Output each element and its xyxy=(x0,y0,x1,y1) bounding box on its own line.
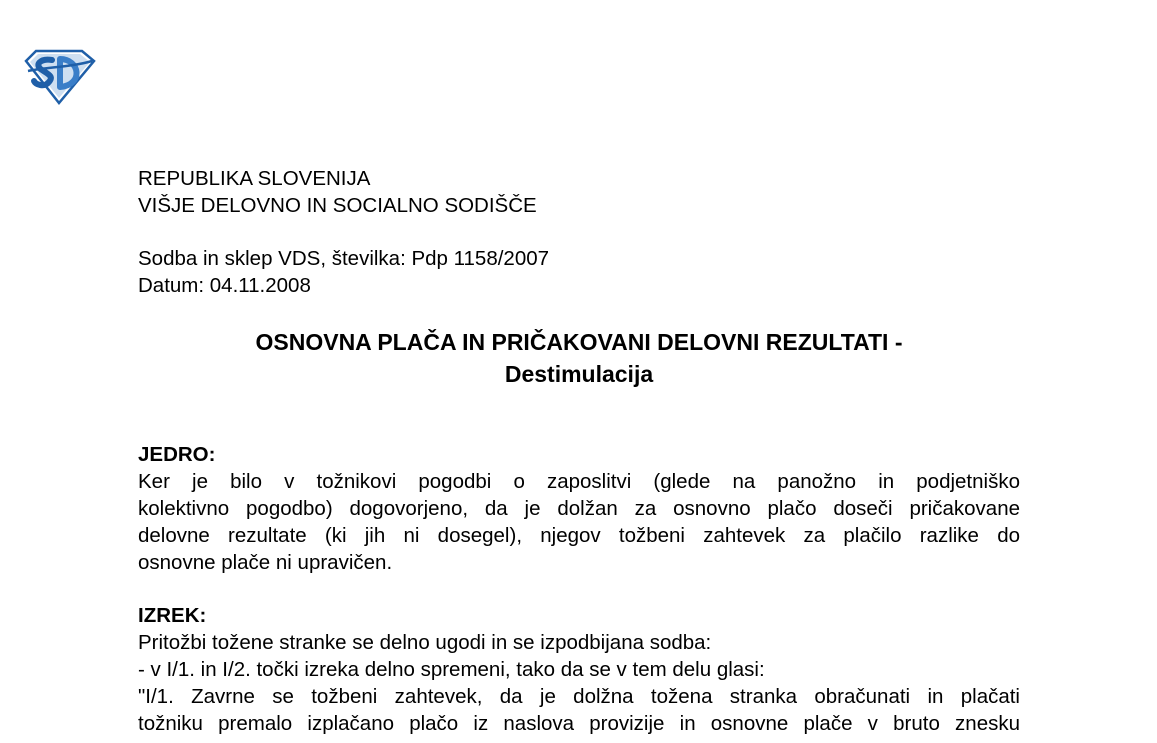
paragraph-line: kolektivno pogodbo) dogovorjeno, da je dolžan za osnovno plačo doseči pričakovane xyxy=(138,497,1020,520)
paragraph-line: tožniku premalo izplačano plačo iz naslova provizije in osnovne plače v bruto znesku xyxy=(138,712,1020,735)
jedro-heading: JEDRO: xyxy=(138,443,216,466)
title-line: OSNOVNA PLAČA IN PRIČAKOVANI DELOVNI REZULTATI - xyxy=(255,329,903,355)
paragraph-line: delovne rezultate (ki jih ni dosegel), njegov tožbeni zahtevek za plačilo razlike do xyxy=(138,524,1020,547)
paragraph-line: "I/1. Zavrne se tožbeni zahtevek, da je dolžna tožena stranka obračunati in plačati xyxy=(138,685,1020,708)
document-title xyxy=(138,326,1020,390)
paragraph-line: - v I/1. in I/2. točki izreka delno spremeni, tako da se v tem delu glasi: xyxy=(138,658,765,681)
izrek-heading: IZREK: xyxy=(138,604,207,627)
court-logo-icon xyxy=(22,47,96,105)
court-name: VIŠJE DELOVNO IN SOCIALNO SODIŠČE xyxy=(138,194,537,217)
izrek-paragraph xyxy=(138,629,1020,737)
court-country: REPUBLIKA SLOVENIJA xyxy=(138,167,371,190)
case-reference: Sodba in sklep VDS, številka: Pdp 1158/2007 xyxy=(138,247,550,270)
paragraph-line: osnovne plače ni upravičen. xyxy=(138,551,393,574)
paragraph-line: Pritožbi tožene stranke se delno ugodi in se izpodbijana sodba: xyxy=(138,631,712,654)
case-date: Datum: 04.11.2008 xyxy=(138,274,311,297)
title-line: Destimulacija xyxy=(504,361,654,387)
jedro-paragraph xyxy=(138,468,1020,576)
paragraph-line: Ker je bilo v tožnikovi pogodbi o zaposlitvi (glede na panožno in podjetniško xyxy=(138,470,1020,493)
